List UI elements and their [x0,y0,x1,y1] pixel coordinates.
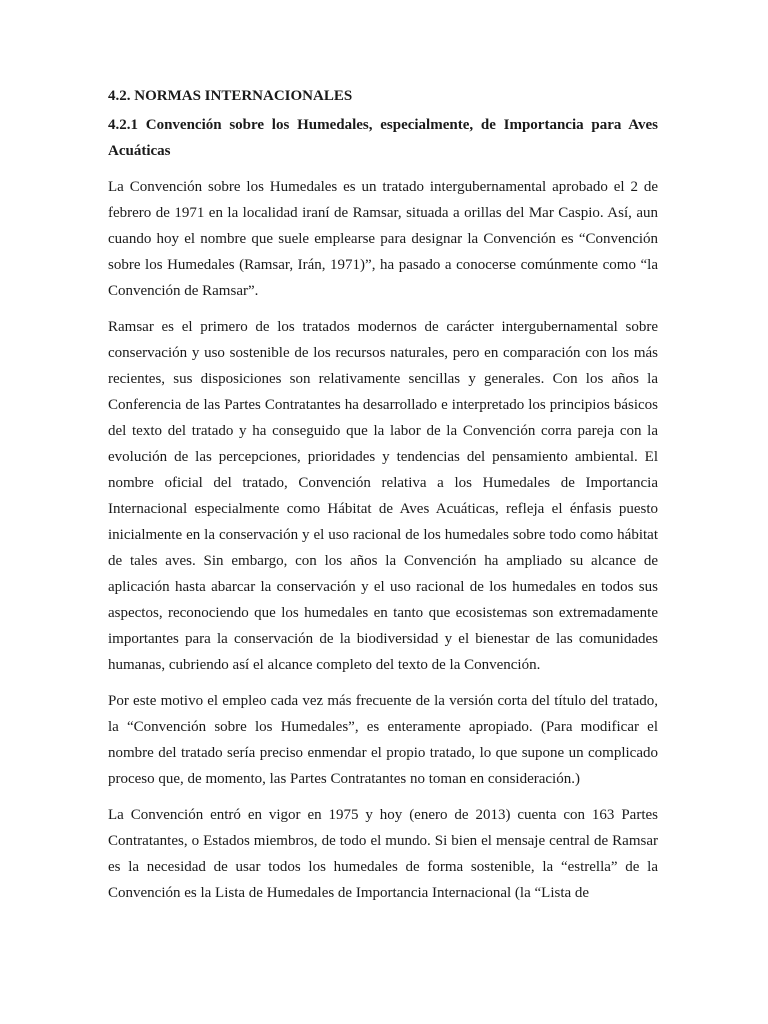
paragraph-4: La Convención entró en vigor en 1975 y hoy (enero de 2013) cuenta con 163 Partes Contratantes, o Estados miembros, de todo el mundo. Si bien el mensaje central de Ramsar es la necesidad de usar todos los humedales de forma sostenible, la “estrella” de la Convención es la Lista de Humedales de Importancia Internacional (la “Lista de [108,807,658,901]
paragraph-3: Por este motivo el empleo cada vez más frecuente de la versión corta del título del tratado, la “Convención sobre los Humedales”, es enteramente apropiado. (Para modificar el nombre del tratado sería preciso enmendar el propio tratado, lo que supone un complicado proceso que, de momento, las Partes Contratantes no toman en consideración.) [108,693,658,787]
section-heading: 4.2. NORMAS INTERNACIONALES [108,88,353,104]
paragraph-1: La Convención sobre los Humedales es un tratado intergubernamental aprobado el 2 de febrero de 1971 en la localidad iraní de Ramsar, situada a orillas del Mar Caspio. Así, aun cuando hoy el nombre que suele emplearse para designar la Convención es “Convención sobre los Humedales (Ramsar, Irán, 1971)”, ha pasado a conocerse comúnmente como “la Convención de Ramsar”. [108,179,658,299]
document-page [108,84,658,916]
subsection-heading: 4.2.1 Convención sobre los Humedales, especialmente, de Importancia para Aves Acuáticas [108,117,658,159]
paragraph-2: Ramsar es el primero de los tratados modernos de carácter intergubernamental sobre conservación y uso sostenible de los recursos naturales, pero en comparación con los más recientes, sus disposiciones son relativamente sencillas y generales. Con los años la Conferencia de las Partes Contratantes ha desarrollado e interpretado los principios básicos del texto del tratado y ha conseguido que la labor de la Convención corra pareja con la evolución de las percepciones, prioridades y tendencias del pensamiento ambiental. El nombre oficial del tratado, Convención relativa a los Humedales de Importancia Internacional especialmente como Hábitat de Aves Acuáticas, refleja el énfasis puesto inicialmente en la conservación y el uso racional de los humedales sobre todo como hábitat de tales aves. Sin embargo, con los años la Convención ha ampliado su alcance de aplicación hasta abarcar la conservación y el uso racional de los humedales en todos sus aspectos, reconociendo que los humedales en tanto que ecosistemas son extremadamente importantes para la conservación de la biodiversidad y el bienestar de las comunidades humanas, cubriendo así el alcance completo del texto de la Convención. [108,319,658,673]
